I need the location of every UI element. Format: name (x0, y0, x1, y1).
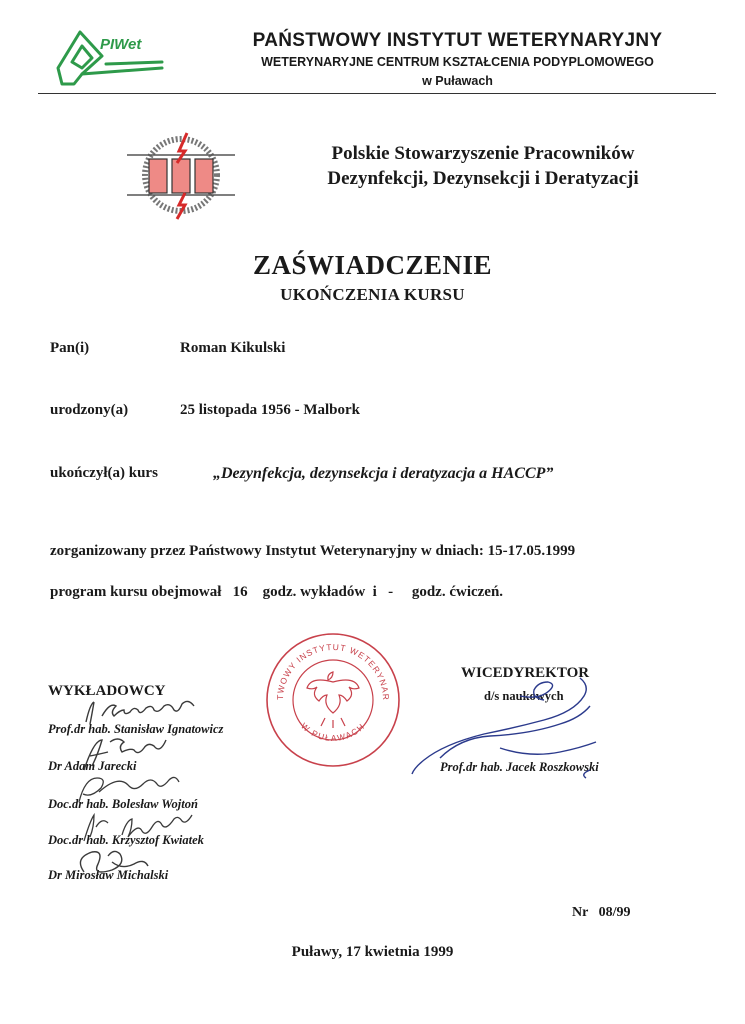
piwet-logo-icon (52, 24, 167, 94)
certificate-subtitle: UKOŃCZENIA KURSU (280, 285, 465, 304)
eagle-icon (307, 672, 359, 728)
vice-director-subtitle: d/s naukowych (484, 689, 564, 703)
seal-text-bottom: W PUŁAWACH (298, 720, 367, 743)
course-value: „Dezynfekcja, dezynsekcja i deratyzacja a HACCP” (213, 465, 554, 482)
lecturer-name: Dr Adam Jarecki (48, 759, 137, 773)
lecturer-name: Dr Mirosław Michalski (48, 868, 169, 882)
name-label: Pan(i) (50, 340, 90, 356)
born-value: 25 listopada 1956 - Malbork (180, 402, 361, 418)
name-value: Roman Kikulski (180, 340, 286, 356)
association-name-line1: Polskie Stowarzyszenie Pracowników (331, 143, 635, 164)
organizer-line: zorganizowany przez Państwowy Instytut Weterynaryjny w dniach: 15-17.05.1999 (50, 543, 576, 559)
lecturer-name: Doc.dr hab. Krzysztof Kwiatek (48, 833, 204, 847)
piwet-logo (52, 24, 167, 94)
vice-director-name: Prof.dr hab. Jacek Roszkowski (440, 760, 599, 774)
seal-text-top: TWOWY INSTYTUT WETERYNAR (274, 641, 392, 702)
header-divider (38, 93, 716, 94)
program-line: program kursu obejmował 16 godz. wykładów i - godz. ćwiczeń. (50, 584, 504, 600)
association-emblem (125, 125, 237, 225)
vice-director-title: WICEDYREKTOR (461, 665, 590, 681)
signature-michalski (68, 838, 178, 878)
certificate-number: Nr 08/99 (572, 905, 631, 920)
certificate-title: ZAŚWIADCZENIE (252, 250, 493, 280)
association-name-line2: Dezynfekcji, Dezynsekcji i Deratyzacji (327, 168, 639, 189)
born-label: urodzony(a) (50, 402, 129, 418)
piwet-logo-text: PIWet (100, 36, 142, 53)
course-label: ukończył(a) kurs (50, 465, 158, 481)
ppddd-emblem-icon (125, 125, 237, 225)
place-and-date: Puławy, 17 kwietnia 1999 (291, 944, 454, 960)
lecturer-name: Doc.dr hab. Bolesław Wojtoń (48, 797, 198, 811)
signature-ignatowicz (80, 692, 260, 732)
centre-location: w Puławach (422, 74, 493, 88)
lecturers-heading: WYKŁADOWCY (48, 683, 166, 699)
centre-name: WETERYNARYJNE CENTRUM KSZTAŁCENIA PODYPLOMOWEGO (261, 55, 654, 69)
institute-name: PAŃSTWOWY INSTYTUT WETERYNARYJNY (252, 30, 663, 51)
lecturer-name: Prof.dr hab. Stanisław Ignatowicz (48, 722, 224, 736)
signature-wojton (65, 768, 215, 808)
signature-roszkowski (380, 668, 620, 788)
